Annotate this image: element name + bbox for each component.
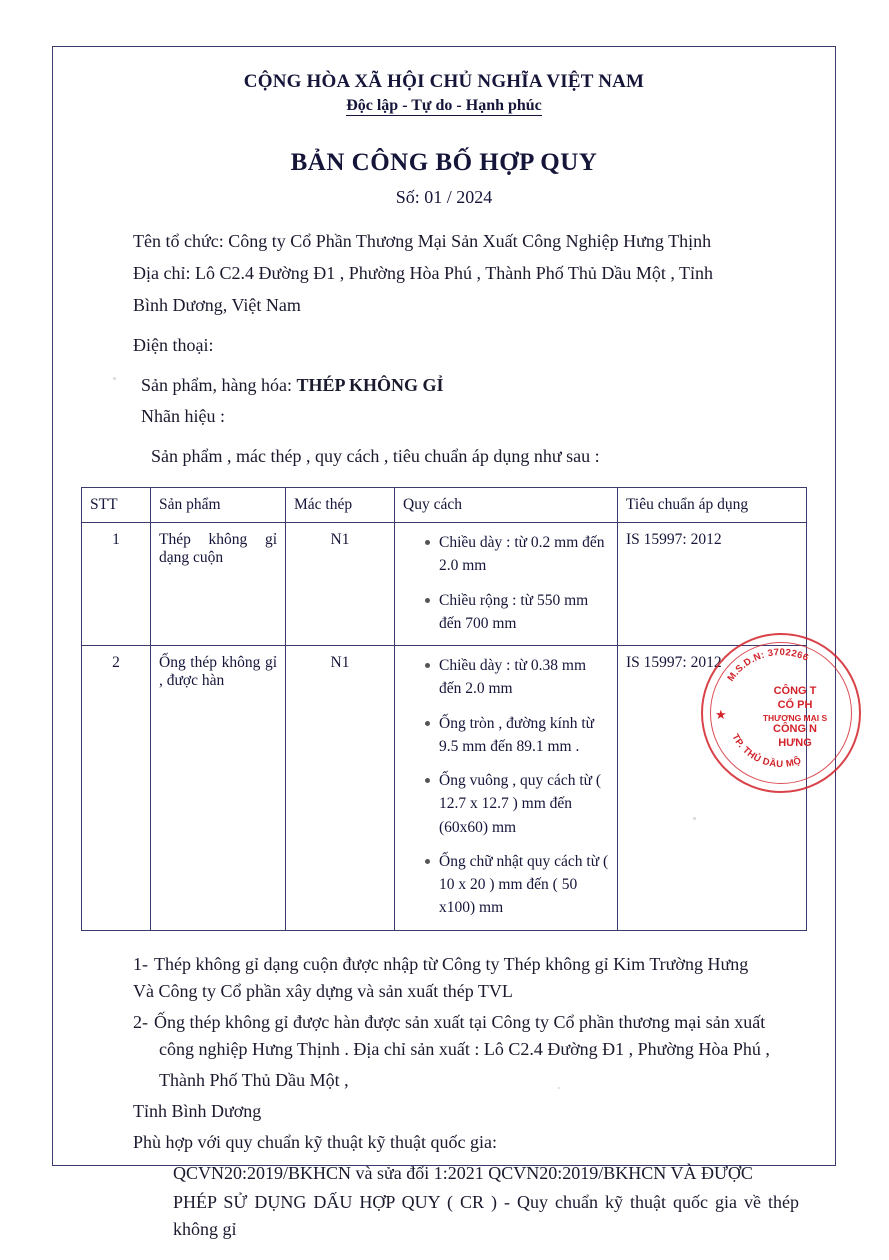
th-spec: Quy cách xyxy=(395,488,618,523)
note-2-text-3: Thành Phố Thủ Dầu Một , xyxy=(159,1069,349,1090)
document-page xyxy=(52,46,836,1239)
th-grade: Mác thép xyxy=(286,488,395,523)
cell-specs xyxy=(395,523,618,646)
note-2 xyxy=(133,1009,801,1036)
spec-item: Chiều rộng : từ 550 mm đến 700 mm xyxy=(425,589,609,636)
org-label: Tên tổ chức: xyxy=(133,231,229,251)
table-row xyxy=(82,523,807,646)
brand-line: Nhãn hiệu : xyxy=(141,406,225,427)
th-product: Sản phẩm xyxy=(151,488,286,523)
cell-grade: N1 xyxy=(286,523,395,646)
address-value: Lô C2.4 Đường Đ1 , Phường Hòa Phú , Thành Phố Thủ Dầu Một , Tỉnh xyxy=(194,262,714,283)
notes-section xyxy=(81,951,807,1243)
province-line: Tỉnh Bình Dương xyxy=(133,1100,262,1121)
spec-item: Ống chữ nhật quy cách từ ( 10 x 20 ) mm đến ( 50 x100) mm xyxy=(425,850,609,920)
seal-star-icon: ★ xyxy=(715,707,727,722)
spec-item: Chiều dày : từ 0.2 mm đến 2.0 mm xyxy=(425,531,609,578)
document-body xyxy=(53,47,835,1239)
conformity-label: Phù hợp với quy chuẩn kỹ thuật kỹ thuật quốc gia: xyxy=(133,1131,497,1152)
cell-standard: IS 15997: 2012 xyxy=(618,523,807,646)
note-2-text-2: công nghiệp Hưng Thịnh . Địa chỉ sản xuất : Lô C2.4 Đường Đ1 , Phường Hòa Phú , xyxy=(159,1038,770,1059)
address-line xyxy=(133,260,797,288)
address-label: Địa chỉ: xyxy=(133,262,195,283)
product-value: THÉP KHÔNG GỈ xyxy=(296,374,444,395)
cell-grade: N1 xyxy=(286,646,395,931)
nation-heading: CỘNG HÒA XÃ HỘI CHỦ NGHĨA VIỆT NAM xyxy=(243,71,645,92)
seal-company-line-4: CÔNG N xyxy=(773,723,817,736)
spec-item: Ống tròn , đường kính từ 9.5 mm đến 89.1 mm . xyxy=(425,712,609,759)
motto-text: Độc lập - Tự do - Hạnh phúc xyxy=(346,97,542,114)
cell-product: Ống thép không gỉ , được hàn xyxy=(151,646,286,931)
th-stt: STT xyxy=(82,488,151,523)
document-title: BẢN CÔNG BỐ HỢP QUY xyxy=(290,149,598,176)
document-number: Số: 01 / 2024 xyxy=(395,187,493,207)
note-1-number: 1- xyxy=(133,953,148,974)
note-1 xyxy=(133,951,801,978)
scan-speck xyxy=(558,1087,560,1089)
note-1-text-2: Và Công ty Cổ phần xây dựng và sản xuất thép TVL xyxy=(133,980,513,1001)
product-line xyxy=(133,372,797,400)
scan-speck xyxy=(113,377,116,380)
seal-arc-top-text: M.S.D.N: 3702266 xyxy=(725,646,811,684)
qcvn-line-1: QCVN20:2019/BKHCN và sửa đổi 1:2021 QCVN20:2019/BKHCN VÀ ĐƯỢC xyxy=(173,1162,753,1183)
phone-line: Điện thoại: xyxy=(133,334,214,355)
scan-speck xyxy=(693,817,696,820)
note-2-number: 2- xyxy=(133,1011,148,1032)
org-line xyxy=(133,228,797,256)
seal-company-line-3: THƯƠNG MẠI S xyxy=(762,712,828,723)
seal-company-line-1: CÔNG T xyxy=(773,685,817,697)
cell-stt: 2 xyxy=(82,646,151,931)
cell-stt: 1 xyxy=(82,523,151,646)
product-label: Sản phẩm, hàng hóa: xyxy=(141,374,297,395)
spec-list xyxy=(403,654,609,920)
note-2-text: Ống thép không gỉ được hàn được sản xuất tại Công ty Cổ phần thương mại sản xuất xyxy=(154,1011,766,1032)
spec-item: Chiều dày : từ 0.38 mm đến 2.0 mm xyxy=(425,654,609,701)
specification-table xyxy=(81,487,807,931)
intro-line: Sản phẩm , mác thép , quy cách , tiêu chuẩn áp dụng như sau : xyxy=(151,446,600,467)
motto-heading xyxy=(81,97,807,115)
org-value: Công ty Cổ Phần Thương Mại Sản Xuất Công Nghiệp Hưng Thịnh xyxy=(228,231,712,251)
spec-list xyxy=(403,531,609,635)
note-1-text: Thép không gỉ dạng cuộn được nhập từ Công ty Thép không gỉ Kim Trường Hưng xyxy=(154,953,749,974)
seal-company-line-5: HƯNG xyxy=(778,736,812,749)
address-line-2: Bình Dương, Việt Nam xyxy=(133,294,301,315)
organization-info xyxy=(81,228,807,471)
table-header-row xyxy=(82,488,807,523)
cell-specs xyxy=(395,646,618,931)
seal-arc-bottom-text: TP. THỦ DẦU MỘ xyxy=(729,732,804,771)
table-row xyxy=(82,646,807,931)
qcvn-line-2: PHÉP SỬ DỤNG DẤU HỢP QUY ( CR ) - Quy chuẩn kỹ thuật quốc gia về thép không gỉ xyxy=(173,1191,799,1239)
th-standard: Tiêu chuẩn áp dụng xyxy=(618,488,807,523)
cell-standard: IS 15997: 2012 xyxy=(618,646,807,931)
seal-company-line-2: CỔ PH xyxy=(777,698,813,711)
spec-item: Ống vuông , quy cách từ ( 12.7 x 12.7 ) mm đến (60x60) mm xyxy=(425,769,609,839)
cell-product: Thép không gỉ dạng cuộn xyxy=(151,523,286,646)
